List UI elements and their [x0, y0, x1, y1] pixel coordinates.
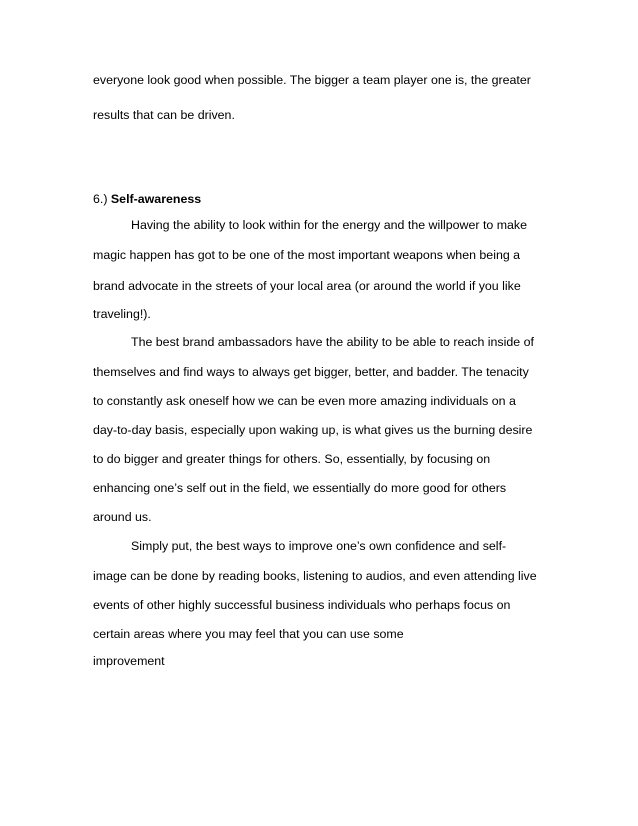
text-line: results that can be driven.: [93, 108, 235, 122]
section-number: 6.): [93, 192, 108, 206]
text-line: around us.: [93, 510, 152, 524]
text-line: Simply put, the best ways to improve one’s own confidence and self-: [131, 539, 507, 553]
text-line: day-to-day basis, especially upon waking up, is what gives us the burning desire: [93, 423, 533, 437]
section-heading: [93, 192, 201, 206]
text-line: to constantly ask oneself how we can be even more amazing individuals on a: [93, 394, 516, 408]
section-title: Self-awareness: [110, 192, 202, 206]
text-line: enhancing one’s self out in the field, we essentially do more good for others: [93, 481, 507, 495]
text-line: to do bigger and greater things for others. So, essentially, by focusing on: [93, 452, 491, 466]
text-line: improvement: [93, 654, 165, 668]
text-line: image can be done by reading books, listening to audios, and even attending live: [93, 569, 537, 583]
text-line: themselves and find ways to always get bigger, better, and badder. The tenacity: [93, 365, 529, 379]
text-line: events of other highly successful business individuals who perhaps focus on: [93, 598, 511, 612]
text-line: brand advocate in the streets of your local area (or around the world if you like: [93, 279, 521, 293]
text-line: traveling!).: [93, 307, 151, 321]
text-line: Having the ability to look within for the energy and the willpower to make: [131, 218, 528, 232]
text-line: The best brand ambassadors have the ability to be able to reach inside of: [131, 335, 534, 349]
text-line: everyone look good when possible. The bigger a team player one is, the greater: [93, 73, 531, 87]
text-line: magic happen has got to be one of the most important weapons when being a: [93, 248, 521, 262]
text-line: certain areas where you may feel that you can use some: [93, 627, 404, 641]
